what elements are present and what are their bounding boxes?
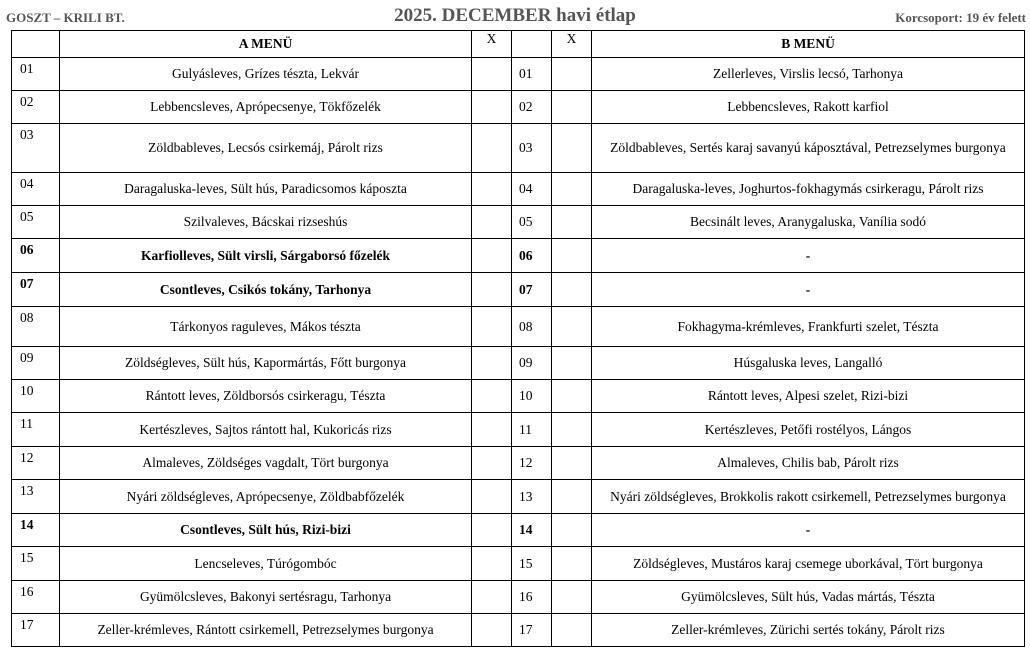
- x-cell-b: [552, 380, 592, 413]
- day-cell-b: 04: [512, 173, 552, 206]
- day-cell-a: 12: [12, 447, 60, 480]
- menu-b-cell: Becsinált leves, Aranygaluska, Vanília sodó: [592, 206, 1025, 239]
- day-cell-a: 03: [12, 124, 60, 173]
- day-cell-b: 17: [512, 614, 552, 647]
- menu-b-cell: Zöldbableves, Sertés karaj savanyú káposztával, Petrezselymes burgonya: [592, 124, 1025, 173]
- day-cell-a: 06: [12, 239, 60, 273]
- day-cell-b: 10: [512, 380, 552, 413]
- x-cell-a: [472, 547, 512, 581]
- day-cell-a: 08: [12, 307, 60, 347]
- x-cell-b: [552, 514, 592, 547]
- day-cell-a: 17: [12, 614, 60, 647]
- x-cell-b: [552, 307, 592, 347]
- menu-a-cell: Lencseleves, Túrógombóc: [60, 547, 472, 581]
- day-cell-a: 01: [12, 58, 60, 91]
- x-cell-b: [552, 173, 592, 206]
- menu-a-cell: Gyümölcsleves, Bakonyi sertésragu, Tarhonya: [60, 581, 472, 614]
- menu-a-cell: Zeller-krémleves, Rántott csirkemell, Petrezselymes burgonya: [60, 614, 472, 647]
- table-row: [12, 514, 1025, 547]
- page-title: 2025. DECEMBER havi étlap: [394, 5, 636, 26]
- menu-b-cell: Kertészleves, Petőfi rostélyos, Lángos: [592, 413, 1025, 447]
- day-cell-a: 07: [12, 273, 60, 307]
- x-cell-a: [472, 347, 512, 380]
- menu-a-cell: Tárkonyos raguleves, Mákos tészta: [60, 307, 472, 347]
- x-cell-a: [472, 413, 512, 447]
- day-cell-a: 13: [12, 480, 60, 514]
- x-cell-b: [552, 58, 592, 91]
- day-cell-b: 08: [512, 307, 552, 347]
- x-cell-a: [472, 239, 512, 273]
- day-cell-a: 14: [12, 514, 60, 547]
- x-cell-b: [552, 614, 592, 647]
- x-cell-b: [552, 447, 592, 480]
- menu-a-cell: Rántott leves, Zöldborsós csirkeragu, Tészta: [60, 380, 472, 413]
- menu-b-cell: Gyümölcsleves, Sült hús, Vadas mártás, Tészta: [592, 581, 1025, 614]
- menu-b-cell: Húsgaluska leves, Langalló: [592, 347, 1025, 380]
- menu-a-cell: Lebbencsleves, Aprópecsenye, Tökfőzelék: [60, 91, 472, 124]
- x-cell-b: [552, 581, 592, 614]
- x-cell-b: [552, 547, 592, 581]
- x-column-header-b: X: [552, 31, 592, 58]
- day-cell-b: 05: [512, 206, 552, 239]
- day-cell-b: 14: [512, 514, 552, 547]
- table-row: [12, 273, 1025, 307]
- menu-b-cell: -: [592, 273, 1025, 307]
- menu-b-cell: Daragaluska-leves, Joghurtos-fokhagymás csirkeragu, Párolt rizs: [592, 173, 1025, 206]
- menu-b-cell: -: [592, 239, 1025, 273]
- day-cell-b: 09: [512, 347, 552, 380]
- x-cell-b: [552, 347, 592, 380]
- menu-a-cell: Karfiolleves, Sült virsli, Sárgaborsó főzelék: [60, 239, 472, 273]
- x-cell-a: [472, 273, 512, 307]
- x-cell-a: [472, 581, 512, 614]
- table-row: [12, 413, 1025, 447]
- day-cell-b: 01: [512, 58, 552, 91]
- menu-b-cell: Nyári zöldségleves, Brokkolis rakott csirkemell, Petrezselymes burgonya: [592, 480, 1025, 514]
- day-cell-b: 07: [512, 273, 552, 307]
- table-row: [12, 380, 1025, 413]
- day-cell-a: 05: [12, 206, 60, 239]
- menu-a-cell: Nyári zöldségleves, Aprópecsenye, Zöldbabfőzelék: [60, 480, 472, 514]
- menu-a-cell: Csontleves, Csikós tokány, Tarhonya: [60, 273, 472, 307]
- menu-b-header: B MENÜ: [592, 31, 1025, 58]
- menu-a-cell: Csontleves, Sült hús, Rizi-bizi: [60, 514, 472, 547]
- day-cell-a: 04: [12, 173, 60, 206]
- menu-table: [11, 30, 1025, 647]
- table-row: [12, 307, 1025, 347]
- x-cell-a: [472, 307, 512, 347]
- day-cell-b: 03: [512, 124, 552, 173]
- x-column-header-a: X: [472, 31, 512, 58]
- x-cell-b: [552, 480, 592, 514]
- menu-a-cell: Zöldségleves, Sült hús, Kapormártás, Főtt burgonya: [60, 347, 472, 380]
- age-group-label: Korcsoport: 19 év felett: [895, 10, 1026, 25]
- day-cell-a: 15: [12, 547, 60, 581]
- menu-a-cell: Daragaluska-leves, Sült hús, Paradicsomos káposzta: [60, 173, 472, 206]
- day-cell-b: 06: [512, 239, 552, 273]
- day-cell-b: 16: [512, 581, 552, 614]
- day-cell-a: 11: [12, 413, 60, 447]
- table-row: [12, 173, 1025, 206]
- menu-a-cell: Almaleves, Zöldséges vagdalt, Tört burgonya: [60, 447, 472, 480]
- menu-b-cell: Lebbencsleves, Rakott karfiol: [592, 91, 1025, 124]
- x-cell-a: [472, 614, 512, 647]
- x-cell-b: [552, 273, 592, 307]
- x-cell-b: [552, 124, 592, 173]
- day-cell-a: 02: [12, 91, 60, 124]
- table-row: [12, 614, 1025, 647]
- x-cell-a: [472, 514, 512, 547]
- day-cell-a: 10: [12, 380, 60, 413]
- day-cell-a: 16: [12, 581, 60, 614]
- table-row: [12, 206, 1025, 239]
- menu-b-cell: Zellerleves, Virslis lecsó, Tarhonya: [592, 58, 1025, 91]
- table-row: [12, 581, 1025, 614]
- menu-a-cell: Szilvaleves, Bácskai rizseshús: [60, 206, 472, 239]
- x-cell-b: [552, 413, 592, 447]
- x-cell-a: [472, 173, 512, 206]
- x-cell-b: [552, 239, 592, 273]
- x-cell-a: [472, 58, 512, 91]
- table-row: [12, 91, 1025, 124]
- menu-a-cell: Kertészleves, Sajtos rántott hal, Kukoricás rizs: [60, 413, 472, 447]
- x-cell-a: [472, 124, 512, 173]
- day-column-header-b: [512, 31, 552, 58]
- day-cell-b: 11: [512, 413, 552, 447]
- table-row: [12, 124, 1025, 173]
- x-cell-a: [472, 206, 512, 239]
- menu-b-cell: -: [592, 514, 1025, 547]
- table-row: [12, 547, 1025, 581]
- x-cell-a: [472, 480, 512, 514]
- menu-b-cell: Zöldségleves, Mustáros karaj csemege uborkával, Tört burgonya: [592, 547, 1025, 581]
- menu-b-cell: Almaleves, Chilis bab, Párolt rizs: [592, 447, 1025, 480]
- menu-a-cell: Gulyásleves, Grízes tészta, Lekvár: [60, 58, 472, 91]
- table-header-row: [12, 31, 1025, 58]
- day-column-header-a: [12, 31, 60, 58]
- day-cell-b: 02: [512, 91, 552, 124]
- menu-a-header: A MENÜ: [60, 31, 472, 58]
- table-row: [12, 58, 1025, 91]
- company-name: GOSZT – KRILI BT.: [6, 10, 125, 25]
- menu-b-cell: Zeller-krémleves, Zürichi sertés tokány, Párolt rizs: [592, 614, 1025, 647]
- x-cell-b: [552, 206, 592, 239]
- x-cell-b: [552, 91, 592, 124]
- table-row: [12, 347, 1025, 380]
- day-cell-b: 15: [512, 547, 552, 581]
- menu-b-cell: Rántott leves, Alpesi szelet, Rizi-bizi: [592, 380, 1025, 413]
- x-cell-a: [472, 91, 512, 124]
- menu-a-cell: Zöldbableves, Lecsós csirkemáj, Párolt rizs: [60, 124, 472, 173]
- day-cell-b: 13: [512, 480, 552, 514]
- x-cell-a: [472, 447, 512, 480]
- table-row: [12, 480, 1025, 514]
- x-cell-a: [472, 380, 512, 413]
- table-row: [12, 239, 1025, 273]
- day-cell-b: 12: [512, 447, 552, 480]
- page-header: [0, 5, 1030, 29]
- menu-b-cell: Fokhagyma-krémleves, Frankfurti szelet, Tészta: [592, 307, 1025, 347]
- table-row: [12, 447, 1025, 480]
- day-cell-a: 09: [12, 347, 60, 380]
